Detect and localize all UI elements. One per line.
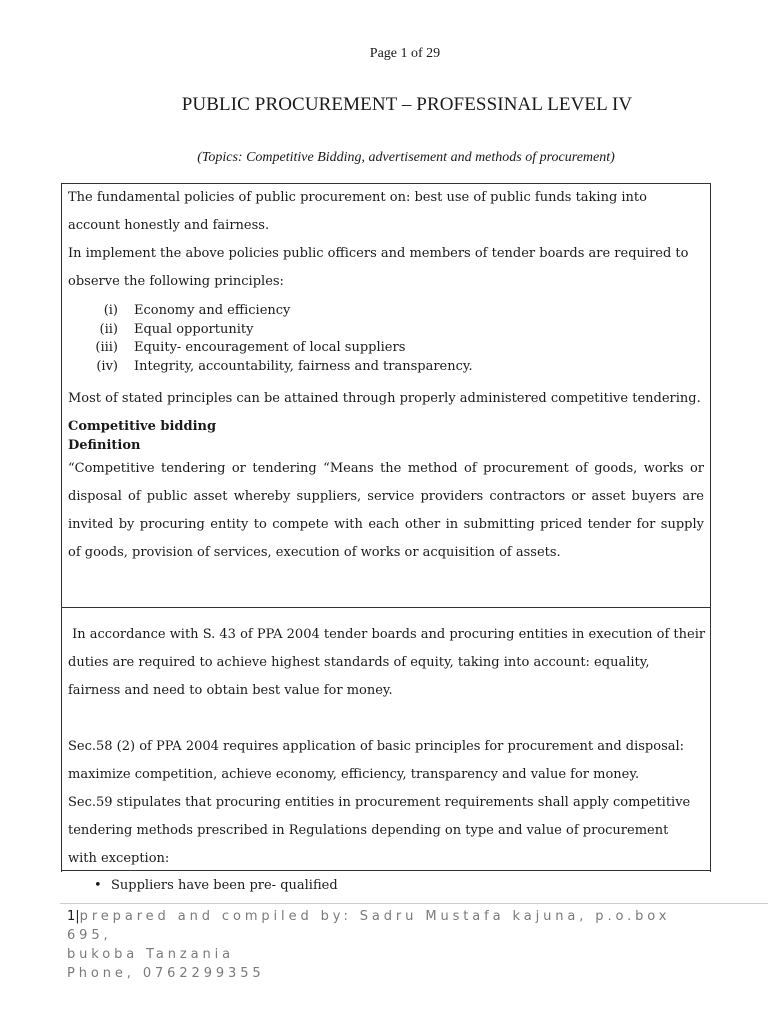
list-item-text: Economy and efficiency bbox=[134, 303, 291, 318]
paragraph-line: Sec.58 (2) of PPA 2004 requires application of basic principles for procurement and disposal: bbox=[68, 739, 685, 754]
principles-list bbox=[68, 302, 704, 376]
definition-line: of goods, provision of services, execution of works or acquisition of assets. bbox=[68, 545, 561, 560]
paragraph-line: In accordance with S. 43 of PPA 2004 tender boards and procuring entities in execution of their bbox=[68, 627, 706, 642]
principles-section bbox=[61, 183, 711, 608]
list-item-number: (i) bbox=[103, 303, 118, 318]
summary-line: Most of stated principles can be attained through properly administered competitive tendering. bbox=[68, 391, 701, 406]
definition-line: invited by procuring entity to compete with each other in submitting priced tender for supply bbox=[68, 517, 704, 532]
list-item-number: (ii) bbox=[99, 321, 118, 337]
footer-line: bukoba Tanzania bbox=[67, 947, 234, 962]
footer-separator: | bbox=[75, 909, 80, 924]
page-indicator: Page 1 of 29 bbox=[369, 46, 441, 61]
paragraph-line: maximize competition, achieve economy, efficiency, transparency and value for money. bbox=[68, 767, 640, 782]
section-heading: Competitive bidding bbox=[68, 419, 217, 434]
paragraph-line: duties are required to achieve highest standards of equity, taking into account: equality, bbox=[68, 655, 650, 670]
bullet-text: Suppliers have been pre- qualified bbox=[111, 878, 338, 893]
list-item bbox=[68, 358, 704, 377]
section-subheading: Definition bbox=[68, 438, 141, 453]
paragraph-line: with exception: bbox=[68, 851, 170, 866]
intro-line: observe the following principles: bbox=[68, 274, 284, 289]
footer-line: prepared and compiled by: Sadru Mustafa kajuna, p.o.box 695, bbox=[67, 909, 671, 943]
list-item-text: Integrity, accountability, fairness and transparency. bbox=[134, 358, 473, 374]
footer-page-number: 1 bbox=[67, 909, 76, 924]
list-item-number: (iii) bbox=[95, 340, 118, 355]
paragraph-line: Sec.59 stipulates that procuring entities in procurement requirements shall apply competitive bbox=[68, 795, 691, 810]
list-item bbox=[68, 339, 704, 358]
footer-line: Phone, 0762299355 bbox=[67, 966, 265, 981]
document-title: PUBLIC PROCUREMENT – PROFESSINAL LEVEL IV bbox=[181, 94, 633, 115]
list-item bbox=[68, 321, 704, 340]
bullet-icon: • bbox=[94, 878, 102, 893]
list-item-number: (iv) bbox=[96, 358, 118, 374]
document-subtitle: (Topics: Competitive Bidding, advertisement and methods of procurement) bbox=[197, 150, 615, 165]
paragraph-line: fairness and need to obtain best value for money. bbox=[68, 683, 393, 698]
list-item-text: Equal opportunity bbox=[134, 321, 254, 337]
section-bottom-border bbox=[61, 870, 711, 871]
page-footer bbox=[67, 907, 707, 983]
paragraph-line: tendering methods prescribed in Regulations depending on type and value of procurement bbox=[68, 823, 669, 838]
footer-divider bbox=[60, 903, 768, 904]
definition-line: “Competitive tendering or tendering “Means the method of procurement of goods, works or bbox=[68, 461, 704, 476]
list-item-text: Equity- encouragement of local suppliers bbox=[134, 340, 406, 355]
definition-line: disposal of public asset whereby suppliers, service providers contractors or asset buyers are bbox=[68, 489, 704, 504]
ppa-section bbox=[61, 607, 711, 893]
intro-line: The fundamental policies of public procurement on: best use of public funds taking into bbox=[68, 190, 647, 205]
list-item bbox=[68, 302, 704, 321]
intro-line: account honestly and fairness. bbox=[68, 218, 270, 233]
intro-line: In implement the above policies public officers and members of tender boards are required to bbox=[68, 246, 689, 261]
bullet-item bbox=[68, 875, 704, 897]
